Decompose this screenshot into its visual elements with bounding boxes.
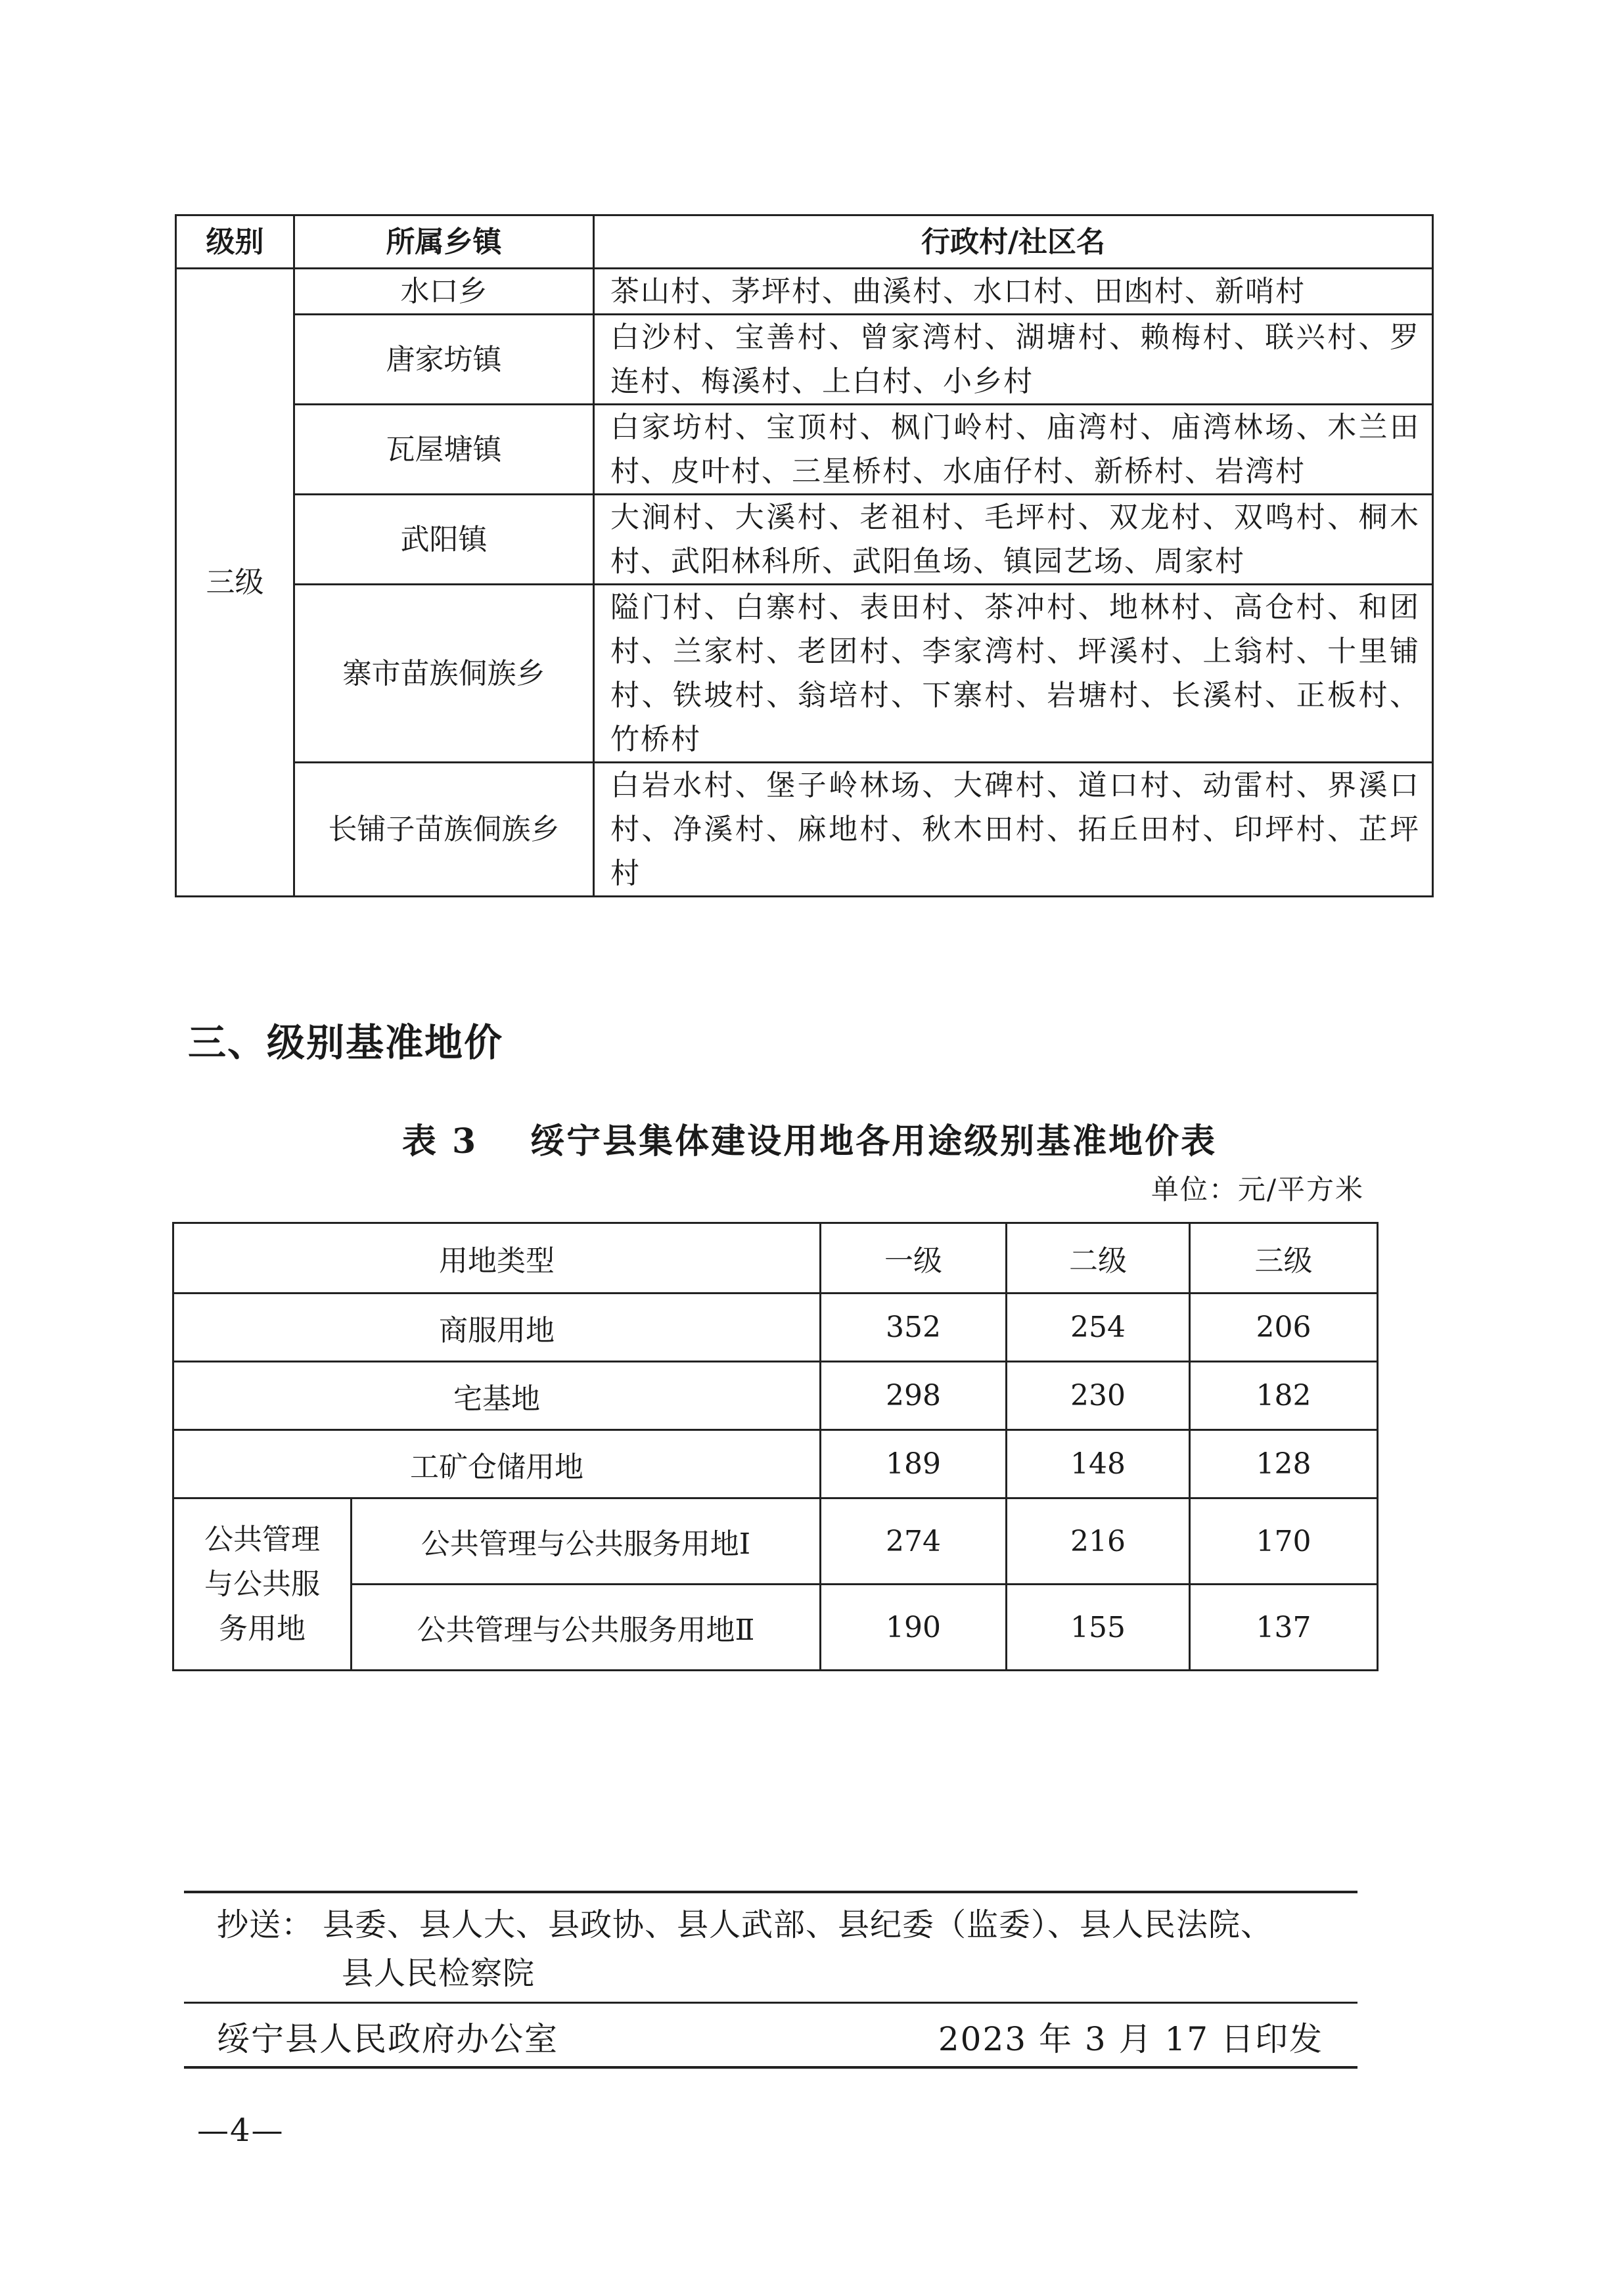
group-label: 公共管理与公共服务用地 [204, 1522, 320, 1646]
table-row [176, 585, 1433, 763]
table3-unit: 单位：元/平方米 [1151, 1173, 1364, 1205]
town-cell: 长铺子苗族侗族乡 [294, 763, 594, 897]
town-cell: 瓦屋塘镇 [294, 405, 594, 495]
print-date: 2023 年 3 月 17 日印发 [938, 2020, 1323, 2058]
land-type-cell: 商服用地 [173, 1294, 821, 1362]
table-row [176, 405, 1433, 495]
base-price-table [172, 1222, 1379, 1671]
header-level: 级别 [176, 215, 294, 269]
header-level-2: 二级 [1007, 1223, 1190, 1294]
header-land-type: 用地类型 [173, 1223, 821, 1294]
header-level-1: 一级 [821, 1223, 1007, 1294]
level-cell: 三级 [176, 269, 294, 897]
cc-line-2: 县人民检察院 [342, 1955, 536, 1992]
town-cell: 唐家坊镇 [294, 315, 594, 405]
villages-cell: 白家坊村、宝顶村、枫门岭村、庙湾村、庙湾林场、木兰田村、皮叶村、三星桥村、水庙仔村、新桥村、岩湾村 [594, 405, 1433, 495]
villages-cell: 茶山村、茅坪村、曲溪村、水口村、田凼村、新哨村 [594, 269, 1433, 315]
villages-cell: 大涧村、大溪村、老祖村、毛坪村、双龙村、双鸣村、桐木村、武阳林科所、武阳鱼场、镇园艺场、周家村 [594, 495, 1433, 585]
table-row [176, 269, 1433, 315]
section-heading: 三、级别基准地价 [188, 1020, 504, 1065]
villages-cell: 白岩水村、堡子岭林场、大碑村、道口村、动雷村、界溪口村、净溪村、麻地村、秋木田村、拓丘田村、印坪村、芷坪村 [594, 763, 1433, 897]
price-cell: 128 [1190, 1430, 1378, 1498]
land-type-cell: 工矿仓储用地 [173, 1430, 821, 1498]
village-level-table [175, 214, 1434, 897]
land-type-cell: 宅基地 [173, 1362, 821, 1430]
table-row [173, 1294, 1378, 1362]
price-cell: 190 [821, 1585, 1007, 1671]
price-cell: 274 [821, 1498, 1007, 1585]
table-row [176, 763, 1433, 897]
price-cell: 216 [1007, 1498, 1190, 1585]
price-cell: 254 [1007, 1294, 1190, 1362]
header-town: 所属乡镇 [294, 215, 594, 269]
price-cell: 298 [821, 1362, 1007, 1430]
town-cell: 武阳镇 [294, 495, 594, 585]
price-cell: 182 [1190, 1362, 1378, 1430]
issuing-office: 绥宁县人民政府办公室 [217, 2020, 559, 2058]
table-row [176, 495, 1433, 585]
header-level-3: 三级 [1190, 1223, 1378, 1294]
cc-block [217, 1901, 1360, 1998]
table-row [173, 1362, 1378, 1430]
price-cell: 352 [821, 1294, 1007, 1362]
group-label-cell [173, 1498, 352, 1671]
land-type-cell: 公共管理与公共服务用地Ⅱ [352, 1585, 821, 1671]
table-header-row [176, 215, 1433, 269]
price-cell: 206 [1190, 1294, 1378, 1362]
price-cell: 189 [821, 1430, 1007, 1498]
town-cell: 水口乡 [294, 269, 594, 315]
footer-rule-top [184, 1891, 1357, 1893]
land-type-cell: 公共管理与公共服务用地Ⅰ [352, 1498, 821, 1585]
table-row [173, 1585, 1378, 1671]
villages-cell: 隘门村、白寨村、表田村、茶冲村、地林村、高仓村、和团村、兰家村、老团村、李家湾村、坪溪村、上翁村、十里铺村、铁坡村、翁培村、下寨村、岩塘村、长溪村、正板村、竹桥村 [594, 585, 1433, 763]
table3-number: 表 3 [401, 1121, 478, 1161]
table3-title-text: 绥宁县集体建设用地各用途级别基准地价表 [530, 1121, 1218, 1161]
cc-label: 抄送： [217, 1906, 314, 1943]
footer-rule-bottom [184, 2066, 1357, 2069]
page-number: —4— [197, 2112, 285, 2149]
table-row [173, 1498, 1378, 1585]
villages-cell: 白沙村、宝善村、曾家湾村、湖塘村、赖梅村、联兴村、罗连村、梅溪村、上白村、小乡村 [594, 315, 1433, 405]
table3-title [0, 1114, 1619, 1163]
cc-line-1: 县委、县人大、县政协、县人武部、县纪委（监委）、县人民法院、 [323, 1906, 1273, 1943]
price-cell: 170 [1190, 1498, 1378, 1585]
price-cell: 155 [1007, 1585, 1190, 1671]
header-villages: 行政村/社区名 [594, 215, 1433, 269]
table-row [173, 1430, 1378, 1498]
footer-rule-middle [184, 2002, 1357, 2004]
price-cell: 230 [1007, 1362, 1190, 1430]
town-cell: 寨市苗族侗族乡 [294, 585, 594, 763]
table-header-row [173, 1223, 1378, 1294]
price-cell: 137 [1190, 1585, 1378, 1671]
table-row [176, 315, 1433, 405]
price-cell: 148 [1007, 1430, 1190, 1498]
